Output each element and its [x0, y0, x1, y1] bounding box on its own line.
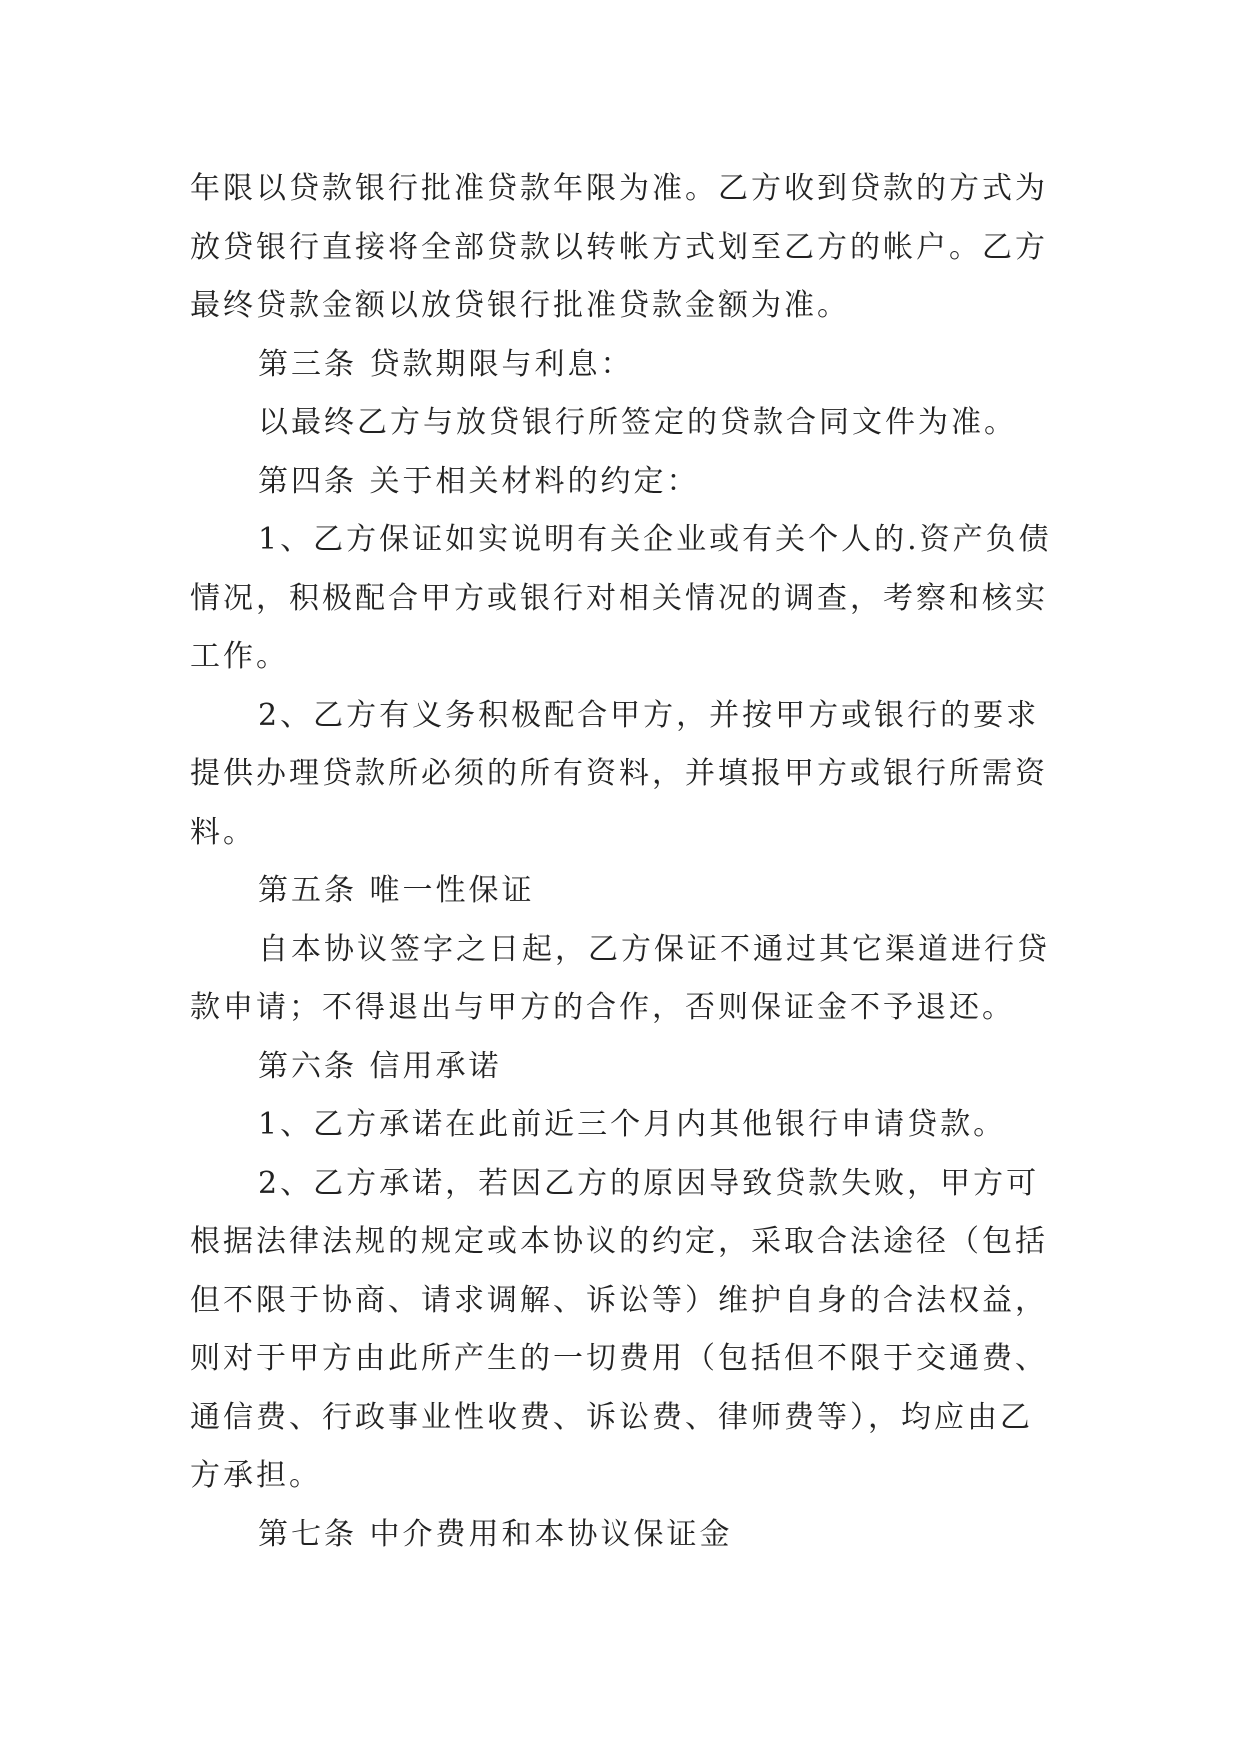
article-3-heading: 第三条 贷款期限与利息：	[258, 346, 634, 382]
article-5-text-line-2: 款申请；不得退出与甲方的合作，否则保证金不予退还。	[190, 990, 1015, 1025]
body-line-1: 年限以贷款银行批准贷款年限为准。乙方收到贷款的方式为	[190, 171, 1048, 206]
article-4-item-2-line-3: 料。	[190, 814, 256, 850]
article-5-text-line-1: 自本协议签字之日起，乙方保证不通过其它渠道进行贷	[258, 931, 1050, 967]
body-line-2: 放贷银行直接将全部贷款以转帐方式划至乙方的帐户。乙方	[190, 229, 1048, 265]
article-7-heading: 第七条 中介费用和本协议保证金	[258, 1516, 733, 1552]
article-6-item-2-line-5: 通信费、行政事业性收费、诉讼费、律师费等），均应由乙	[190, 1399, 1033, 1435]
article-4-item-2-line-2: 提供办理贷款所必须的所有资料，并填报甲方或银行所需资	[190, 756, 1048, 791]
document-body	[190, 160, 1050, 1564]
article-4-heading: 第四条 关于相关材料的约定：	[258, 463, 700, 499]
article-3-text: 以最终乙方与放贷银行所签定的贷款合同文件为准。	[258, 405, 1017, 440]
article-6-heading: 第六条 信用承诺	[258, 1048, 502, 1084]
body-line-3: 最终贷款金额以放贷银行批准贷款金额为准。	[190, 288, 850, 323]
article-6-item-1: 1、乙方承诺在此前近三个月内其他银行申请贷款。	[258, 1107, 1007, 1142]
article-6-item-2-line-2: 根据法律法规的规定或本协议的约定，采取合法途径（包括	[190, 1224, 1048, 1259]
article-4-item-1-line-2: 情况，积极配合甲方或银行对相关情况的调查，考察和核实	[190, 580, 1048, 616]
article-6-item-2-line-4: 则对于甲方由此所产生的一切费用（包括但不限于交通费、	[190, 1341, 1048, 1376]
article-6-item-2-line-1: 2、乙方承诺，若因乙方的原因导致贷款失败，甲方可	[258, 1165, 1040, 1201]
article-6-item-2-line-6: 方承担。	[190, 1458, 322, 1493]
article-6-item-2-line-3: 但不限于协商、请求调解、诉讼等）维护自身的合法权益，	[190, 1282, 1048, 1318]
article-5-heading: 第五条 唯一性保证	[258, 873, 535, 908]
article-4-item-2-line-1: 2、乙方有义务积极配合甲方，并按甲方或银行的要求	[258, 697, 1040, 733]
article-4-item-1-line-1: 1、乙方保证如实说明有关企业或有关个人的.资产负债	[258, 522, 1052, 557]
article-4-item-1-line-3: 工作。	[190, 639, 289, 674]
